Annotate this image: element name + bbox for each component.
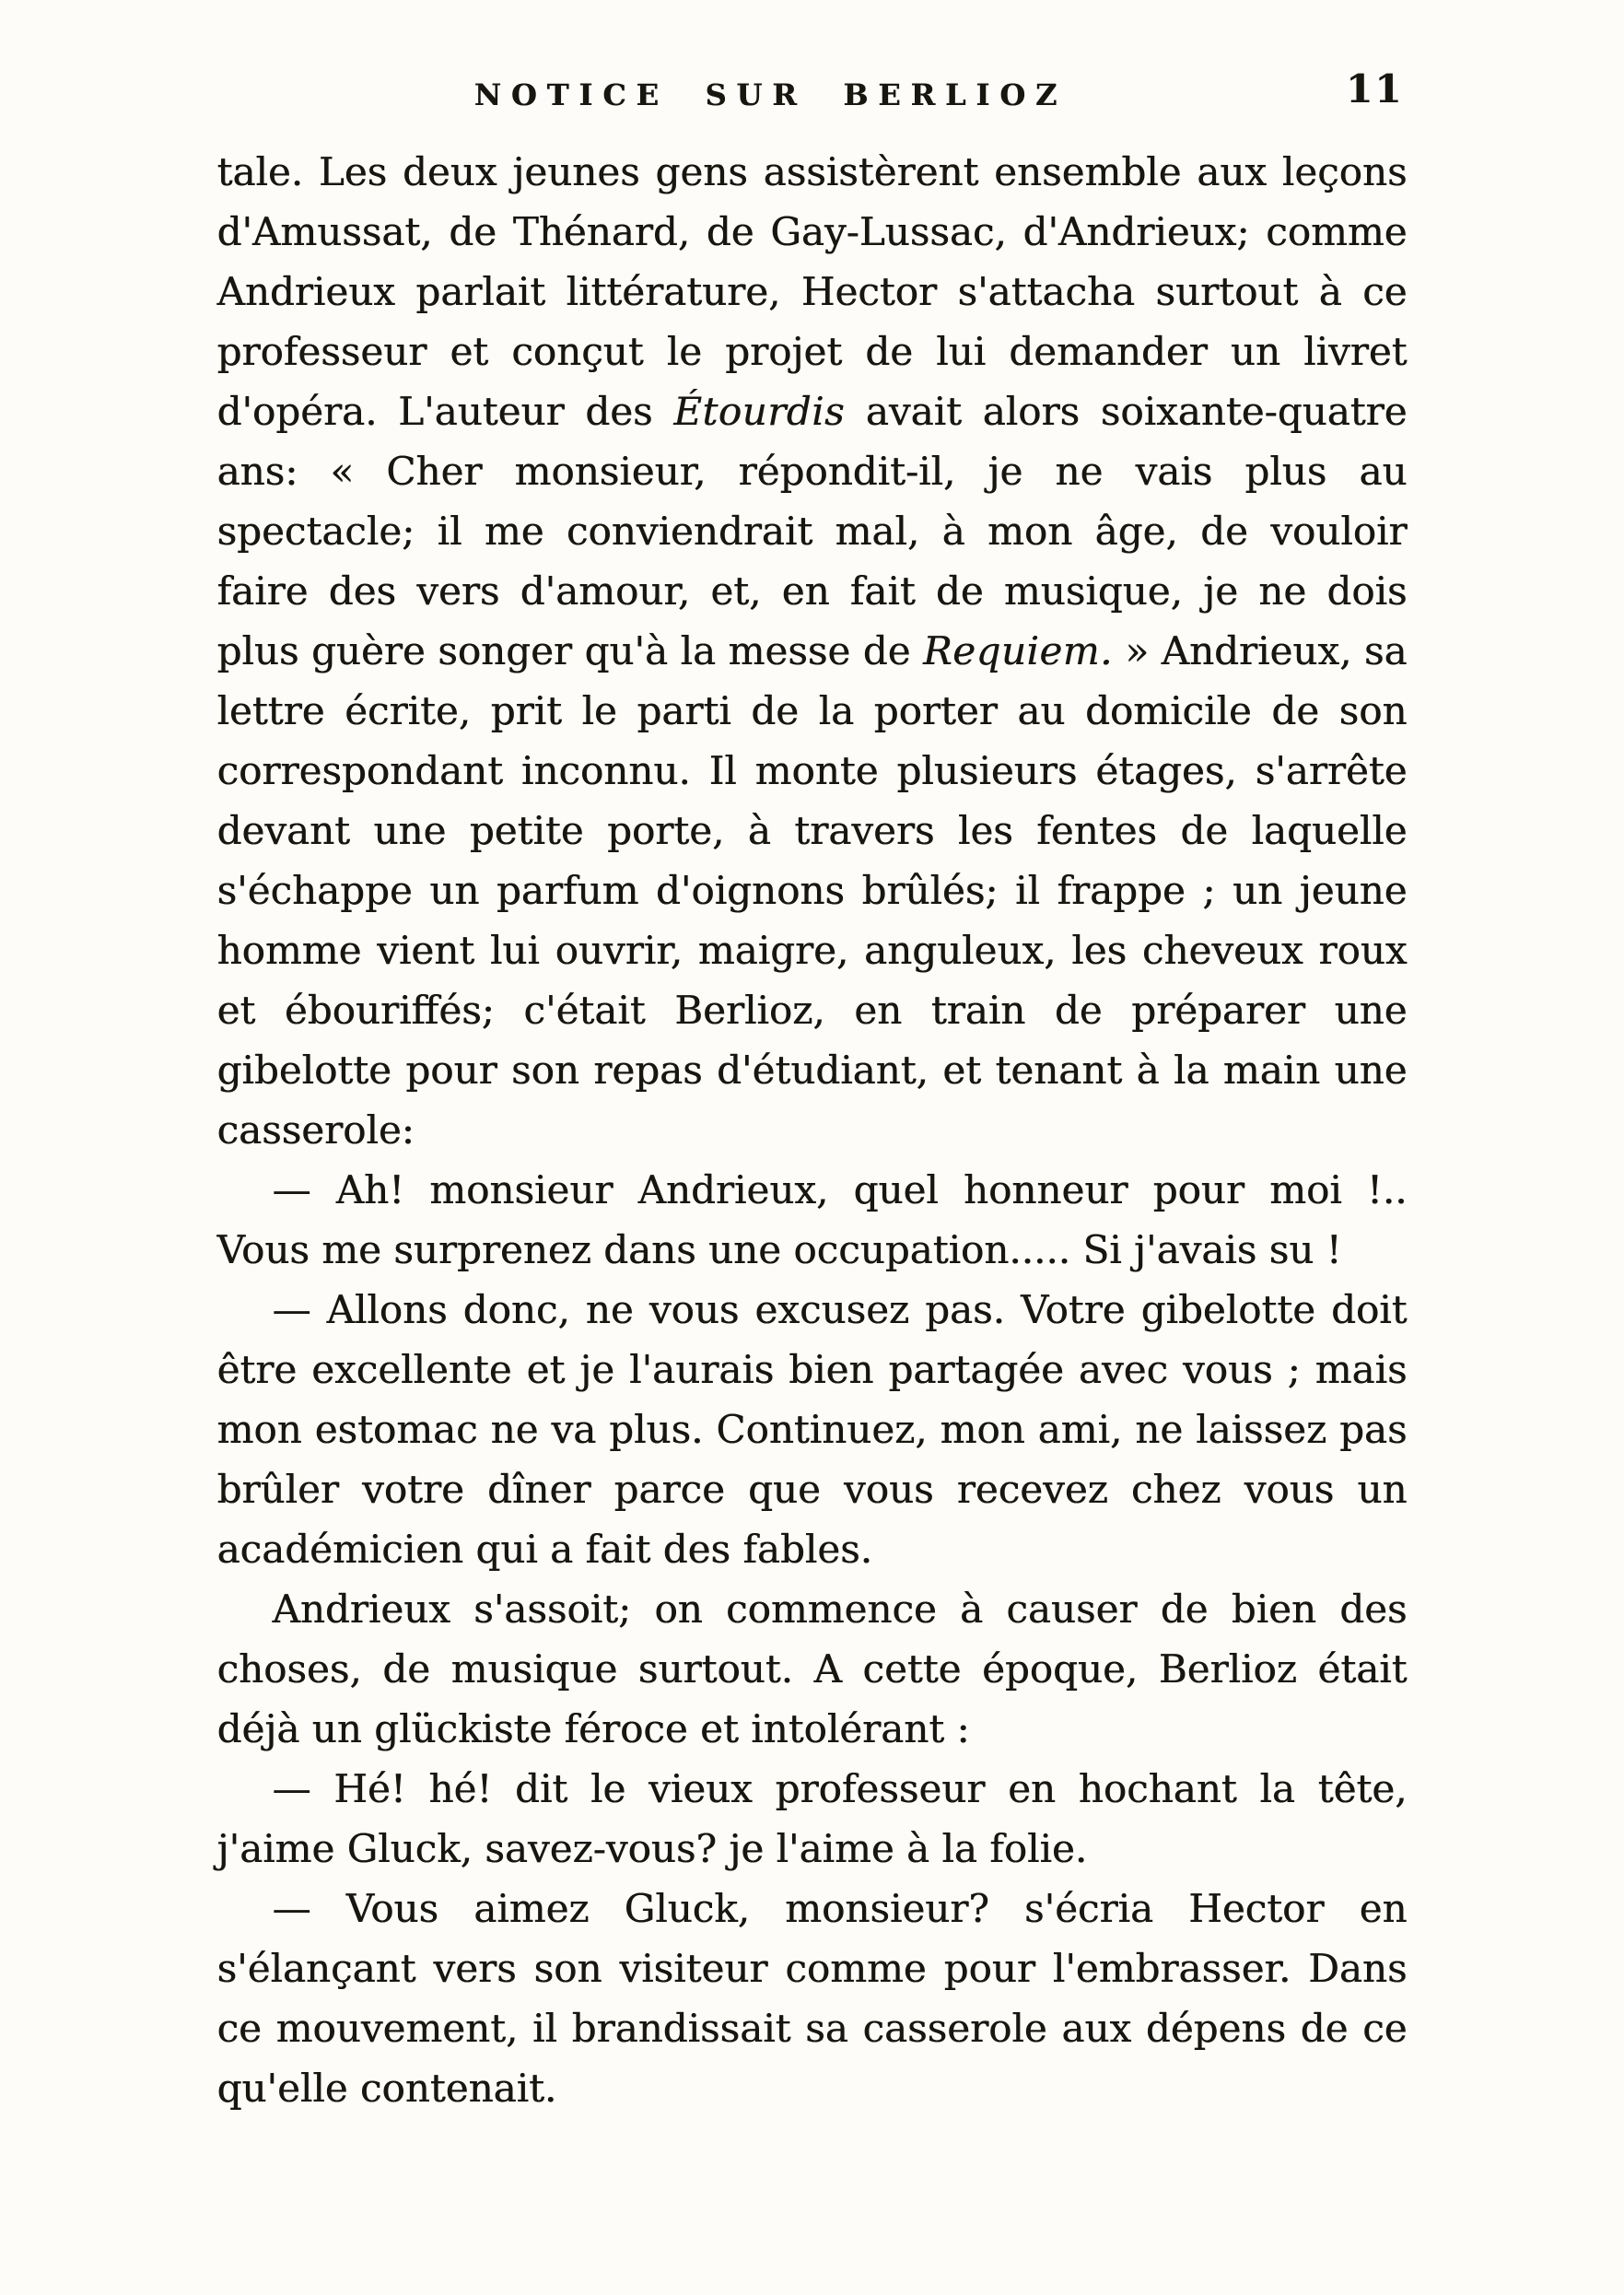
- text-segment: tale. Les deux jeunes gens assistèrent ensemble aux leçons d'Amussat, de Thénard, de Gay-Lussac, d'Andrieux; comme Andrieux parlait littérature, Hector s'attacha surtout à ce professeur et conçut le projet de lui demander un livret d'opéra. L'auteur des: [216, 149, 1408, 434]
- italic-text-segment: Étourdis: [673, 389, 846, 434]
- text-segment: — Allons donc, ne vous excusez pas. Votre gibelotte doit être excellente et je l'aurais bien partagée avec vous ; mais mon estomac ne va plus. Continuez, mon ami, ne laissez pas brûler votre dîner parce que vous recevez chez vous un académicien qui a fait des fables.: [216, 1287, 1408, 1572]
- italic-text-segment: Requiem.: [923, 628, 1113, 673]
- text-segment: — Hé! hé! dit le vieux professeur en hochant la tête, j'aime Gluck, savez-vous? je l'aime à la folie.: [216, 1766, 1408, 1871]
- text-segment: » Andrieux, sa lettre écrite, prit le parti de la porter au domicile de son correspondant inconnu. Il monte plusieurs étages, s'arrête devant une petite porte, à travers les fentes de laquelle s'échappe un parfum d'oignons brûlés; il frappe ; un jeune homme vient lui ouvrir, maigre, anguleux, les cheveux roux et ébouriffés; c'était Berlioz, en train de préparer une gibelotte pour son repas d'étudiant, et tenant à la main une casserole:: [216, 628, 1408, 1153]
- page-header: [217, 64, 1408, 129]
- paragraph: [217, 1579, 1408, 1759]
- paragraph: [217, 1759, 1408, 1879]
- paragraph: [217, 1879, 1408, 2118]
- running-title: NOTICE SUR BERLIOZ: [473, 77, 1068, 112]
- paragraph: [217, 142, 1408, 1160]
- text-segment: — Ah! monsieur Andrieux, quel honneur pour moi !.. Vous me surprenez dans une occupation..... Si j'avais su !: [216, 1167, 1408, 1272]
- page-body: [217, 142, 1408, 2118]
- text-segment: Andrieux s'assoit; on commence à causer de bien des choses, de musique surtout. A cette époque, Berlioz était déjà un glückiste féroce et intolérant :: [216, 1587, 1408, 1751]
- text-segment: avait alors soixante-quatre ans: « Cher monsieur, répondit-il, je ne vais plus au spectacle; il me conviendrait mal, à mon âge, de vouloir faire des vers d'amour, et, en fait de musique, je ne dois plus guère songer qu'à la messe de: [216, 389, 1408, 673]
- page-number: 11: [1346, 66, 1404, 111]
- paragraph: [217, 1160, 1408, 1280]
- text-segment: — Vous aimez Gluck, monsieur? s'écria Hector en s'élançant vers son visiteur comme pour l'embrasser. Dans ce mouvement, il brandissait sa casserole aux dépens de ce qu'elle contenait.: [216, 1886, 1408, 2111]
- paragraph: [217, 1280, 1408, 1579]
- text-block: [217, 0, 1408, 2118]
